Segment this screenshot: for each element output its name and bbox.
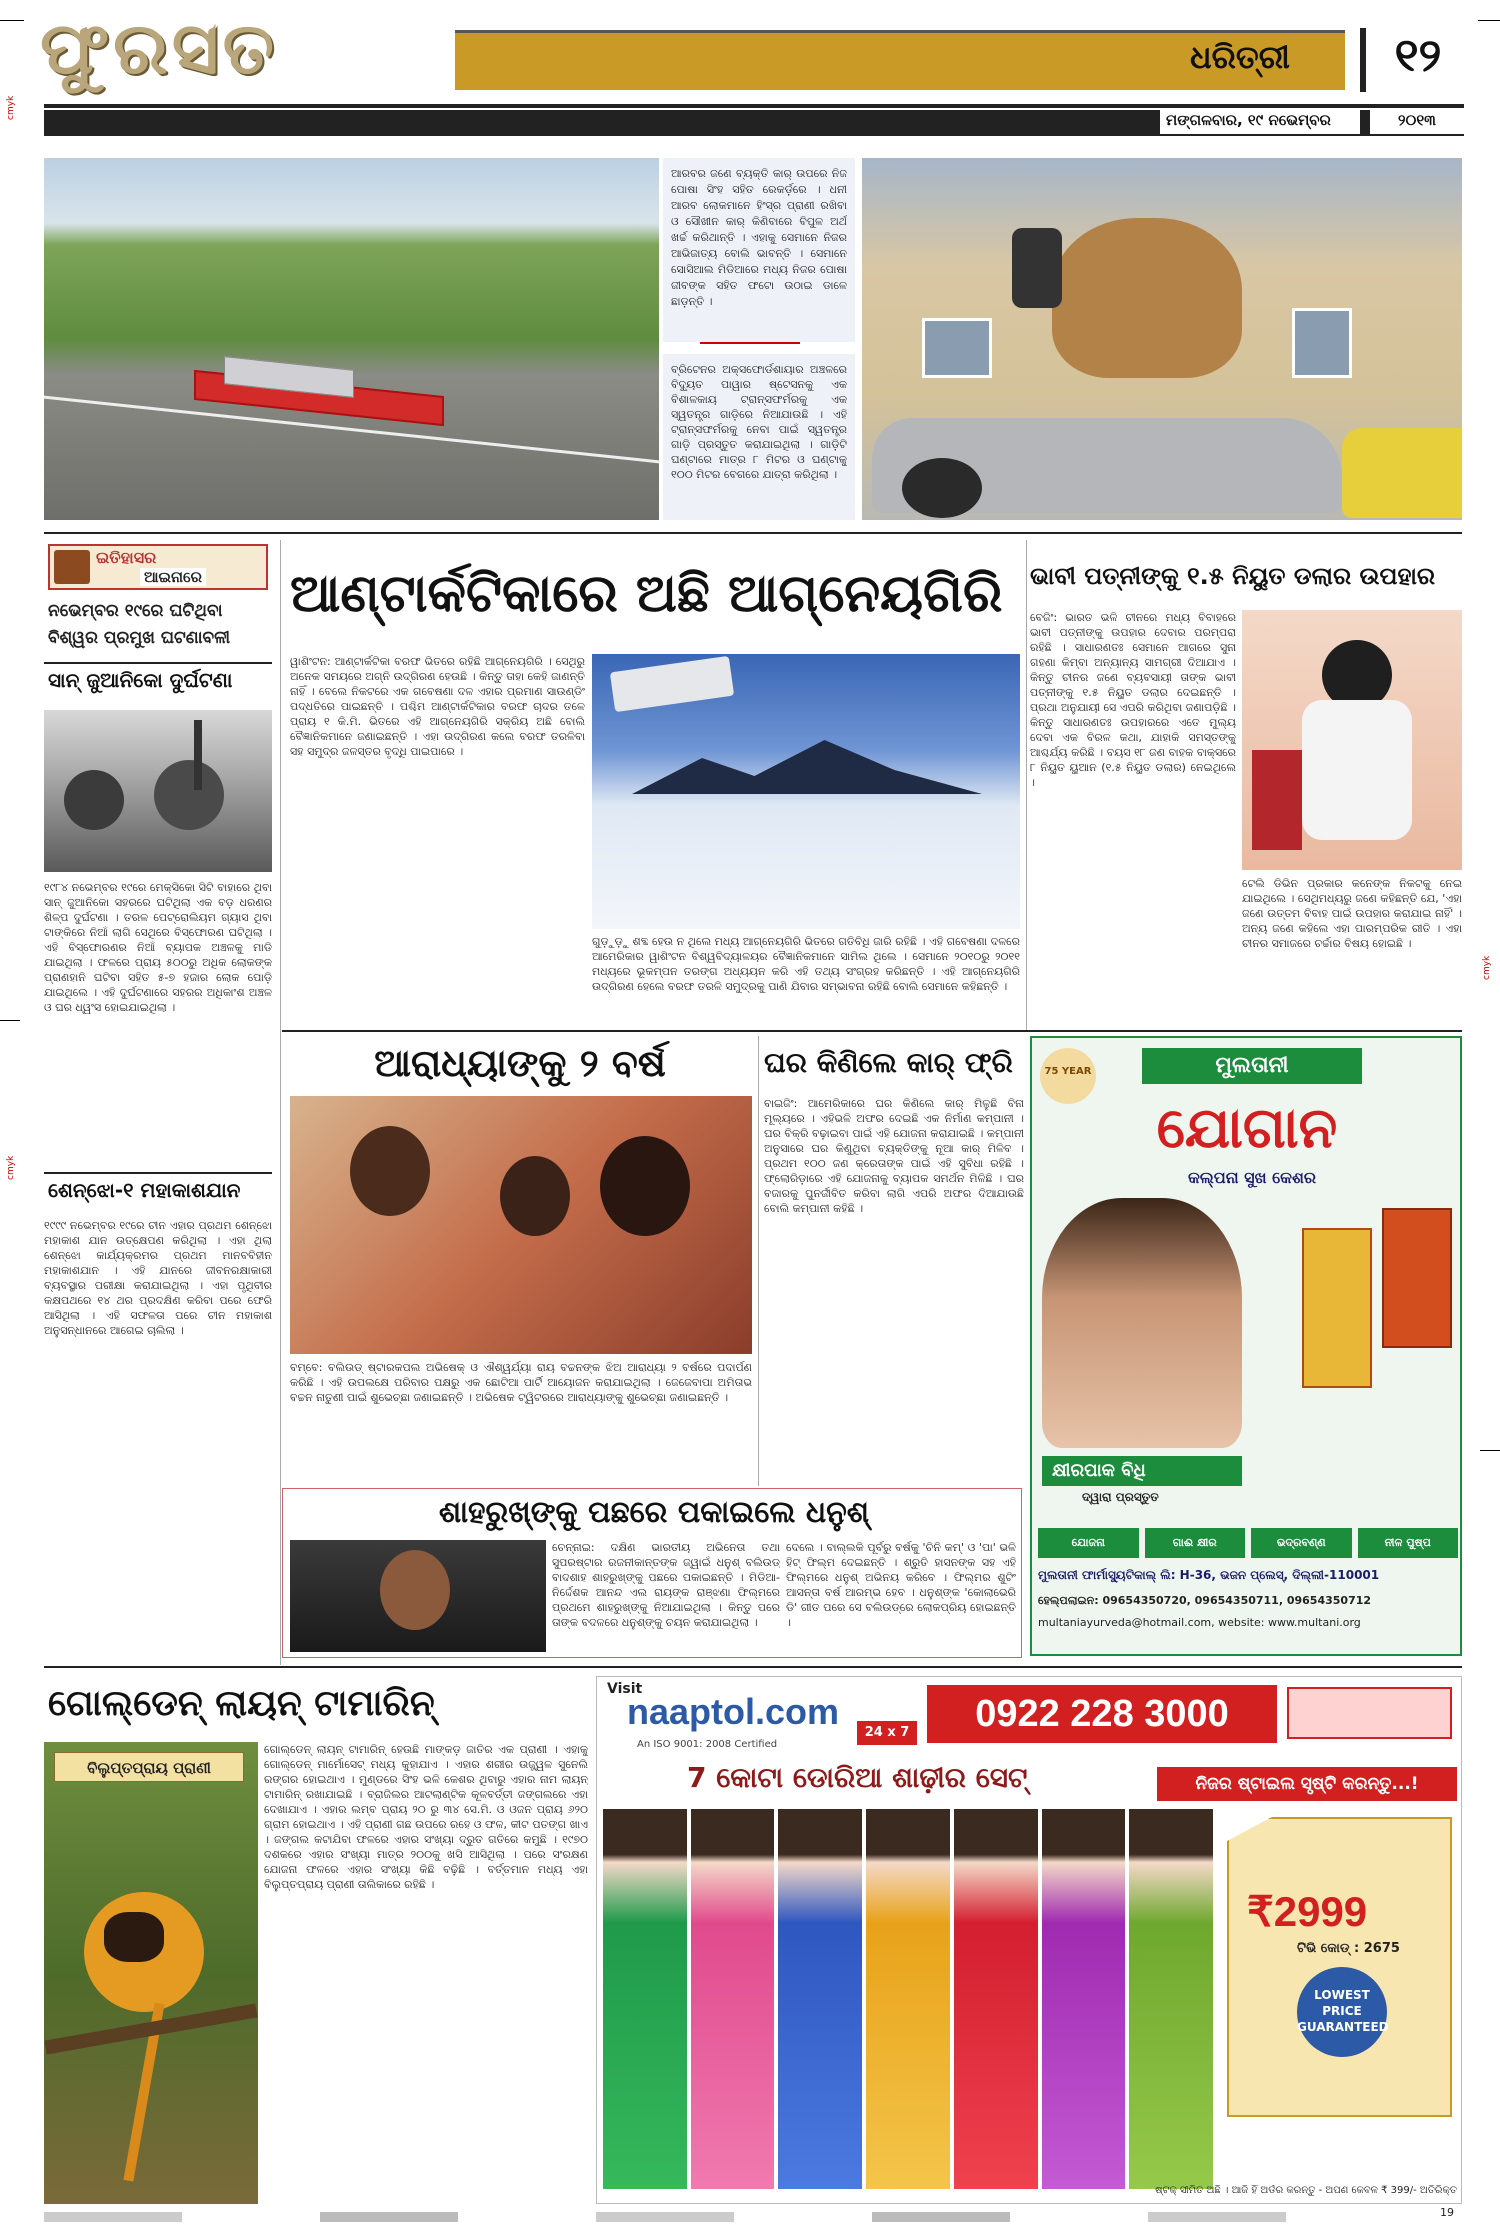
folio-number: 19 bbox=[1440, 2206, 1454, 2219]
history-story1-title: ସାନ୍ ଜୁଆନିକୋ ଦୁର୍ଘଟଣା bbox=[48, 668, 233, 692]
masthead-date: ମଙ୍ଗଳବାର, ୧୯ ନଭେମ୍ବର bbox=[1160, 108, 1360, 134]
saree-6 bbox=[1042, 1809, 1126, 2189]
history-story2-body: ୧୯୯୯ ନଭେମ୍ବର ୧୯ରେ ଚୀନ ଏହାର ପ୍ରଥମ ଶେନ୍‌ଝୋ ମହାକାଶ ଯାନ ଉତ୍‌କ୍ଷେପଣ କରିଥିଲା । ଏହା ଥିଲା ଶେନ୍‌ଝୋ କାର୍ଯ୍ୟକ୍ରମର ପ୍ରଥମ ମାନବବିହୀନ ମହାକାଶଯାନ । ଏହି ଯାନରେ ଜୀବନରକ୍ଷାକାରୀ ବ୍ୟବସ୍ଥାର ପରୀକ୍ଷା କରାଯାଇଥିଲା । ଏହା ପୃଥିବୀର କକ୍ଷପଥରେ ୧୪ ଥର ପ୍ରଦକ୍ଷିଣ କରିବା ପରେ ଫେରି ଆସିଥିଲା । ଏହି ସଫଳତା ପରେ ଚୀନ ମହାକାଶ ଅନୁସନ୍ଧାନରେ ଆଗେଇ ଚାଲିଲା । bbox=[44, 1219, 272, 1337]
aaradhya-headline: ଆରାଧ୍ୟାଙ୍କୁ ୨ ବର୍ଷ bbox=[374, 1041, 666, 1085]
shahrukh-body-2: ଦେଲେ । ବାଲ୍ଲକି ପୂର୍ବରୁ ବର୍ଷକୁ 'ଚିନି କମ୍' ଓ 'ପା' ଭଳି ହିଟ୍ ଫିଲ୍ମ ଦେଇଛନ୍ତି । ଶ୍ରୁତି ହାସନଙ୍କ ସହ ଏହି ଫିଲ୍ମରେ ଧନୁଶ୍ ଅଭିନୟ କରିବେ । ଫିଲ୍ମର ଶୁଟିଂ ଆସନ୍ତା ବର୍ଷ ଆରମ୍ଭ ହେବ । ଧନୁଶ୍‌ଙ୍କ 'କୋଲାଭେରି ଡି' ଗୀତ ପରେ ସେ ବଲିଉଡ୍‌ରେ ଲୋକପ୍ରିୟ ହୋଇଛନ୍ତି । bbox=[786, 1541, 1016, 1629]
history-badge bbox=[48, 544, 268, 590]
naaptol-footer: ଷ୍ଟକ୍ ସୀମିତ ଅଛି । ଆଜି ହିଁ ଅର୍ଡର କରନ୍ତୁ - ଅପଣ କେବଳ ₹ 399/- ଅତିରିକ୍ତ bbox=[1155, 2185, 1457, 2196]
cmyk-mark-left-mid: cmyk bbox=[6, 1155, 16, 1180]
multani-phones: ହେଲ୍ପଲାଇନ: 09654350720, 09654350711, 09654350712 bbox=[1038, 1594, 1372, 1607]
tamarin-tag: ବିଲୁପ୍ତପ୍ରାୟ ପ୍ରାଣୀ bbox=[54, 1752, 244, 1782]
ingredient-4: ନୀଳ ପୁଷ୍ପ bbox=[1358, 1528, 1459, 1558]
history-story1-body: ୧୯୮୪ ନଭେମ୍ବର ୧୯ରେ ମେକ୍ସିକୋ ସିଟି ବାହାରେ ଥିବା ସାନ୍ ଜୁଆନିକୋ ସହରରେ ଘଟିଥିଲା ଏକ ବଡ଼ ଧରଣର ଶିଳ୍ପ ଦୁର୍ଘଟଣା । ତରଳ ପେଟ୍ରୋଲିୟମ ଗ୍ୟାସ ଥିବା ଟାଙ୍କିରେ ନିଆଁ ଲାଗି ସେଥିରେ ବିସ୍ଫୋରଣ ଘଟିଥିଲା । ଏହି ବିସ୍ଫୋରଣର ନିଆଁ ବ୍ୟାପକ ଅଞ୍ଚଳକୁ ମାଡି ଯାଇଥିଲା । ଫଳରେ ପ୍ରାୟ ୫୦୦ରୁ ଅଧିକ ଲୋକଙ୍କ ପ୍ରାଣହାନି ଘଟିବା ସହିତ ୫-୭ ହଜାର ଲୋକ ପୋଡ଼ି ଯାଇଥିଲେ । ଏହି ଦୁର୍ଘଟଣାରେ ସହରର ଅଧିକାଂଶ ଅଞ୍ଚଳ ଓ ଘର ଧ୍ୱଂସ ହୋଇଯାଇଥିଲା । bbox=[44, 881, 272, 1014]
naaptol-price: ₹2999 bbox=[1247, 1888, 1368, 1935]
bottom-registration-bar bbox=[44, 2212, 1424, 2222]
ingredient-1: ଯୋଜନା bbox=[1038, 1528, 1139, 1558]
antarctica-headline: ଆଣ୍ଟାର୍କଟିକାରେ ଅଛି ଆଗ୍ନେୟଗିରି bbox=[290, 564, 1003, 624]
naaptol-brand: naaptol.com bbox=[627, 1691, 840, 1732]
lion-caption: ଆରବର ଜଣେ ବ୍ୟକ୍ତି କାର୍ ଉପରେ ନିଜ ପୋଷା ସିଂହ ସହିତ ରେକର୍ଡ଼ରେ । ଧନୀ ଆରବ ଲୋକମାନେ ହିଂସ୍ର ପ୍ରାଣୀ ରଖିବା ଓ ସୌଖୀନ କାର୍ କିଣିବାରେ ବିପୁଳ ଅର୍ଥ ଖର୍ଚ୍ଚ କରିଥାନ୍ତି । ଏହାକୁ ସେମାନେ ନିଜର ଆଭିଜାତ୍ୟ ବୋଲି ଭାବନ୍ତି । ସେମାନେ ସୋସିଆଲ ମିଡିଆରେ ମଧ୍ୟ ନିଜର ପୋଷା ଜୀବଙ୍କ ସହିତ ଫଟୋ ଉଠାଇ ଡାଳେ ଛାଡ଼ନ୍ତି । bbox=[671, 167, 847, 308]
dhanush-photo bbox=[290, 1540, 546, 1652]
caption-divider bbox=[700, 342, 800, 344]
crop-plus-left bbox=[0, 1020, 20, 1021]
masthead-year: ୨୦୧୩ bbox=[1370, 108, 1464, 134]
multani-ingredients bbox=[1038, 1528, 1458, 1558]
naaptol-headline: 7 କୋଟା ଡୋରିଆ ଶାଢ଼ୀର ସେଟ୍ bbox=[687, 1761, 1028, 1794]
crop-mark-right bbox=[1478, 20, 1500, 21]
multani-anniversary: 75 YEAR bbox=[1040, 1048, 1096, 1104]
col-divider-1 bbox=[280, 540, 281, 1665]
cmyk-mark-right: cmyk bbox=[1482, 955, 1492, 980]
crop-mark-left bbox=[0, 20, 24, 21]
saree-5 bbox=[954, 1809, 1038, 2189]
masthead-page-number: ୧୨ bbox=[1360, 28, 1470, 92]
history-rule-2 bbox=[44, 1172, 272, 1174]
tamarin-photo bbox=[44, 1742, 258, 2204]
truck-photo bbox=[44, 158, 659, 520]
tamarin-headline: ଗୋଲ୍ଡେନ୍ ଲାୟନ୍ ଟାମାରିନ୍ bbox=[48, 1683, 435, 1724]
car-headline: ଘର କିଣିଲେ କାର୍ ଫ୍ରି bbox=[764, 1046, 1013, 1079]
tamarin-body: ଗୋଲ୍ଡେନ୍ ଲାୟନ୍ ଟାମାରିନ୍ ହେଉଛି ମାଙ୍କଡ଼ ଜାତିର ଏକ ପ୍ରାଣୀ । ଏହାକୁ ଗୋଲ୍ଡେନ୍ ମାର୍ମୋସେଟ୍ ମଧ୍ୟ କୁହାଯାଏ । ଏହାର ଶରୀର ଉଜ୍ଜ୍ୱଳ ସୁନେଲି ରଙ୍ଗର ହୋଇଥାଏ । ମୁଣ୍ଡରେ ସିଂହ ଭଳି କେଶର ଥିବାରୁ ଏହାର ନାମ ଲାୟନ୍ ଟାମାରିନ୍ ରଖାଯାଇଛି । ବ୍ରାଜିଲର ଆଟଲାଣ୍ଟିକ କୂଳବର୍ତ୍ତୀ ଜଙ୍ଗଲରେ ଏହା ଦେଖାଯାଏ । ଏହାର ଲମ୍ବ ପ୍ରାୟ ୨୦ ରୁ ୩୪ ସେ.ମି. ଓ ଓଜନ ପ୍ରାୟ ୬୨୦ ଗ୍ରାମ ହୋଇଥାଏ । ଏହି ପ୍ରାଣୀ ଗଛ ଉପରେ ରହେ ଓ ଫଳ, କୀଟ ପତଙ୍ଗ ଖାଏ । ଜଙ୍ଗଲ କଟାଯିବା ଫଳରେ ଏହାର ସଂଖ୍ୟା ଦ୍ରୁତ ଗତିରେ କମୁଛି । ୧୯୭୦ ଦଶକରେ ଏହାର ସଂଖ୍ୟା ମାତ୍ର ୨୦୦କୁ ଖସି ଆସିଥିଲା । ପରେ ସଂରକ୍ଷଣ ଯୋଜନା ଫଳରେ ଏହାର ସଂଖ୍ୟା କିଛି ବଢ଼ିଛି । ବର୍ତ୍ତମାନ ମଧ୍ୟ ଏହା ବିଲୁପ୍ତପ୍ରାୟ ପ୍ରାଣୀ ତାଲିକାରେ ରହିଛି । bbox=[264, 1743, 588, 1891]
saree-4 bbox=[866, 1809, 950, 2189]
multani-sub: କ୍ଷୀରପାକ ବିଧି bbox=[1042, 1456, 1242, 1486]
masthead-section-label: ଧରିତ୍ରୀ bbox=[1190, 38, 1290, 76]
multani-sub2: ଦ୍ୱାରା ପ୍ରସ୍ତୁତ bbox=[1082, 1490, 1159, 1504]
cmyk-mark-left-top: cmyk bbox=[6, 95, 16, 120]
shahrukh-body: ଚେନ୍ନାଇ: ଦକ୍ଷିଣ ଭାରତୀୟ ଅଭିନେତା ତଥା ସୁପରଷ୍ଟାର ରଜନୀକାନ୍ତଙ୍କ ଜ୍ୱାଇଁ ଧନୁଶ୍ ବଲିଉଡ୍ ବାଦଶାହ ଶାହରୁଖ୍‌ଙ୍କୁ ପଛରେ ପକାଇଛନ୍ତି । ମିଡିଆ-ନିର୍ଦ୍ଦେଶକ ଆନନ୍ଦ ଏଲ ରାୟଙ୍କ ରାଞ୍ଝଣା ଫିଲ୍ମରେ ପ୍ରଥମେ ଶାହରୁଖ୍‌ଙ୍କୁ ନିଆଯାଇଥିଲା । କିନ୍ତୁ ପରେ ତାଙ୍କ ବଦଳରେ ଧନୁଶ୍‌ଙ୍କୁ ଚୟନ କରାଯାଇଥିଲା । bbox=[552, 1541, 780, 1629]
saree-models bbox=[603, 1809, 1213, 2189]
saree-2 bbox=[691, 1809, 775, 2189]
saree-1 bbox=[603, 1809, 687, 2189]
ingredient-2: ଗାଈ କ୍ଷୀର bbox=[1145, 1528, 1246, 1558]
car-body: ବାଇଜିଂ: ଆମେରିକାରେ ଘର କିଣିଲେ କାର୍ ମିଳୁଛି ବିନା ମୂଲ୍ୟରେ । ଏହିଭଳି ଅଫର ଦେଇଛି ଏକ ନିର୍ମାଣ କମ୍ପାନୀ । ଘର ବିକ୍ରି ବଢ଼ାଇବା ପାଇଁ ଏହି ଯୋଜନା କରାଯାଇଛି । କମ୍ପାନୀ ଅନୁସାରେ ଘର କିଣୁଥିବା ବ୍ୟକ୍ତିଙ୍କୁ ନୂଆ କାର୍ ମିଳିବ । ପ୍ରଥମ ୧୦୦ ଜଣ କ୍ରେତାଙ୍କ ପାଇଁ ଏହି ସୁବିଧା ରହିଛି । ଫ୍ଲୋରିଡ଼ାରେ ଏହି ଯୋଜନାକୁ ବ୍ୟାପକ ସମର୍ଥନ ମିଳିଛି । ଘର ବଜାରକୁ ପୁନର୍ଜୀବିତ କରିବା ଲାଗି ଏପରି ଅଫର ଦିଆଯାଉଛି ବୋଲି କମ୍ପାନୀ କହିଛି । bbox=[764, 1097, 1024, 1215]
gift-headline: ଭାବୀ ପତ୍ନୀଙ୍କୁ ୧.୫ ନିୟୁତ ଡଲାର ଉପହାର bbox=[1030, 562, 1436, 590]
naaptol-hours: 24 x 7 bbox=[857, 1721, 917, 1745]
antarctica-photo bbox=[592, 654, 1020, 929]
multani-product-bottle bbox=[1302, 1228, 1372, 1388]
antarctica-body-1: ୱାଶିଂଟନ: ଆଣ୍ଟାର୍କଟିକା ବରଫ ଭିତରେ ରହିଛି ଆଗ୍ନେୟଗିରି । ସେଥିରୁ ଅନେକ ସମୟରେ ଅଗ୍ନି ଉଦ୍‌ଗିରଣ ହେଉଛି । କିନ୍ତୁ ତାହା କେହି ଜାଣନ୍ତି ନାହିଁ । ବେଲେ ନିକଟରେ ଏକ ଗବେଷଣା ଦଳ ଏହାର ପ୍ରମାଣ ସାଉଣ୍ଡିଂ ପଦ୍ଧତିରେ ପାଇଛନ୍ତି । ପଶ୍ଚିମ ଆଣ୍ଟାର୍କଟିକାର ବରଫ ଚାଦର ତଳେ ପ୍ରାୟ ୧ କି.ମି. ଭିତରେ ଏହି ଆଗ୍ନେୟଗିରି ସକ୍ରିୟ ଅଛି ବୋଲି ବୈଜ୍ଞାନିକମାନେ ଜଣାଇଛନ୍ତି । ଏହା ଉଦ୍‌ଗିରଣ କଲେ ବରଫ ତରଳିବା ସହ ସମୁଦ୍ର ଜଳସ୍ତର ବୃଦ୍ଧି ପାଇପାରେ । bbox=[290, 655, 585, 758]
multani-tagline: କଲ୍ପନା ସୁଖ କେଶର bbox=[1188, 1168, 1316, 1187]
aaradhya-body: ବମ୍ବେ: ବଲିଉଡ୍ ଷ୍ଟାରକପଲ ଅଭିଷେକ୍ ଓ ଐଶ୍ୱର୍ଯ୍ୟା ରାୟ ବଚ୍ଚନଙ୍କ ଝିଅ ଆରାଧ୍ୟା ୨ ବର୍ଷରେ ପଦାର୍ପଣ କରିଛି । ଏହି ଉପଲକ୍ଷେ ପରିବାର ପକ୍ଷରୁ ଏକ ଛୋଟିଆ ପାର୍ଟି ଆୟୋଜନ କରାଯାଇଥିଲା । ଜେଜେବାପା ଅମିତାଭ ବଚ୍ଚନ ନାତୁଣୀ ପାଇଁ ଶୁଭେଚ୍ଛା ଜଣାଇଛନ୍ତି । ଅଭିଷେକ ଟ୍ୱିଟରରେ ଆରାଧ୍ୟାଙ୍କୁ ଶୁଭେଚ୍ଛା ଜଣାଇଛନ୍ତି । bbox=[290, 1361, 752, 1404]
shahrukh-headline: ଶାହରୁଖ୍‌ଙ୍କୁ ପଛରେ ପକାଇଲେ ଧନୁଶ୍ bbox=[438, 1495, 870, 1530]
section-rule-3 bbox=[44, 1666, 1462, 1668]
multani-brand: ମୁଲତାନୀ bbox=[1142, 1048, 1362, 1084]
saree-7 bbox=[1129, 1809, 1213, 2189]
naaptol-lowest-price-badge: LOWEST PRICE GUARANTEED bbox=[1297, 1967, 1387, 2057]
factory-photo bbox=[44, 710, 272, 872]
history-story2-title: ଶେନ୍‌ଝୋ-୧ ମହାକାଶଯାନ bbox=[48, 1178, 241, 1202]
history-badge-title: ଇତିହାସର bbox=[96, 548, 157, 567]
multani-ad bbox=[1030, 1036, 1462, 1656]
truck-caption: ବ୍ରିଟେନର ଅକ୍ସଫୋର୍ଡଶାୟାର ଅଞ୍ଚଳରେ ବିଦ୍ୟୁତ ପାୱାର ଷ୍ଟେସନକୁ ଏକ ବିଶାଳକାୟ ଟ୍ରାନ୍ସଫର୍ମରକୁ ଏକ ସ୍ୱତନ୍ତ୍ର ଗାଡ଼ିରେ ନିଆଯାଉଛି । ଏହି ଟ୍ରାନ୍ସଫର୍ମରକୁ ନେବା ପାଇଁ ସ୍ୱତନ୍ତ୍ର ଗାଡ଼ି ପ୍ରସ୍ତୁତ କରାଯାଇଥିଲା । ଗାଡ଼ିଟି ଘଣ୍ଟାରେ ମାତ୍ର ୮ ମିଟର ଓ ଘଣ୍ଟାକୁ ୧୦୦ ମିଟର ବେଗରେ ଯାତ୍ରା କରିଥିଲା । bbox=[671, 363, 847, 481]
multani-product: ଯୋଗାନ bbox=[1156, 1096, 1338, 1161]
ingredient-3: ଭଦ୍ରବଣ୍ଣ bbox=[1251, 1528, 1352, 1558]
naaptol-visit: Visit bbox=[607, 1681, 643, 1697]
naaptol-ad bbox=[596, 1676, 1462, 2204]
naaptol-code: ଟିଭି କୋଡ୍ : 2675 bbox=[1297, 1941, 1400, 1956]
naaptol-iso: An ISO 9001: 2008 Certified bbox=[637, 1739, 778, 1750]
masthead-logo: ଫୁରସତ bbox=[40, 6, 278, 90]
gift-body-2: ଟେଲି ଡିଭିନ ପ୍ରକାର କନେଙ୍କ ନିକଟକୁ ନେଇ ଯାଇଥିଲେ । ସେଥିମଧ୍ୟରୁ ଜଣେ କହିଛନ୍ତି ଯେ, 'ଏହା ଜଣେ ଉତ୍ତମ ବିବାହ ପାଇଁ ଉପହାର କରାଯାଇ ନାହିଁ' । ଅନ୍ୟ ଜଣେ କହିଲେ ଏହା ପାରମ୍ପରିକ ରୀତି । ଏହା ଚୀନର ସମାଜରେ ଚର୍ଚ୍ଚାର ବିଷୟ ହୋଇଛି । bbox=[1242, 877, 1462, 950]
saree-3 bbox=[778, 1809, 862, 2189]
history-rule bbox=[44, 662, 272, 664]
multani-product-box bbox=[1382, 1208, 1452, 1348]
aaradhya-photo bbox=[290, 1096, 752, 1354]
truck-caption-box bbox=[663, 354, 855, 520]
naaptol-slogan: ନିଜର ଷ୍ଟାଇଲ ସୃଷ୍ଟି କରନ୍ତୁ...! bbox=[1157, 1767, 1457, 1801]
crop-plus-right bbox=[1480, 1450, 1500, 1451]
multani-email: multaniayurveda@hotmail.com, website: www.multani.org bbox=[1038, 1616, 1361, 1629]
history-intro: ନଭେମ୍ବର ୧୯ରେ ଘଟିଥିବା ବିଶ୍ୱର ପ୍ରମୁଖ ଘଟଣାବଳୀ bbox=[48, 601, 231, 648]
naaptol-cod-box bbox=[1287, 1687, 1452, 1739]
naaptol-phone: 0922 228 3000 bbox=[927, 1685, 1277, 1743]
lion-car-photo bbox=[862, 158, 1462, 520]
gift-photo bbox=[1242, 610, 1462, 870]
col-divider-3 bbox=[758, 1036, 759, 1486]
multani-company: ମୁଲତାନୀ ଫାର୍ମାସ୍ୟୁଟିକାଲ୍ ଲି: H-36, ଭଜନ ପ୍ଲେସ୍, ଦିଲ୍ଲୀ-110001 bbox=[1038, 1568, 1380, 1582]
col-divider-2 bbox=[1026, 540, 1027, 1030]
antarctica-body-2: ଗୁଡ଼ୁଡ଼ୁ ଶବ୍ଦ ହେଉ ନ ଥିଲେ ମଧ୍ୟ ଆଗ୍ନେୟଗିରି ଭିତରେ ଗତିବିଧି ଜାରି ରହିଛି । ଏହି ଗବେଷଣା ଦଳରେ ଆମେରିକାର ୱାଶିଂଟନ ବିଶ୍ୱବିଦ୍ୟାଳୟର ବୈଜ୍ଞାନିକମାନେ ସାମିଲ ଥିଲେ । ସେମାନେ ୨୦୧୦ରୁ ୨୦୧୧ ମଧ୍ୟରେ ଭୂକମ୍ପନ ତରଙ୍ଗ ଅଧ୍ୟୟନ କରି ଏହି ତଥ୍ୟ ସଂଗ୍ରହ କରିଛନ୍ତି । ଏହି ଆଗ୍ନେୟଗିରି ଉଦ୍‌ଗିରଣ ହେଲେ ବରଫ ତରଳି ସମୁଦ୍ରକୁ ପାଣି ଯିବାର ସମ୍ଭାବନା ରହିଛି ବୋଲି ସେମାନେ କହିଛନ୍ତି । bbox=[592, 935, 1020, 993]
multani-model bbox=[1042, 1198, 1242, 1448]
section-rule-1 bbox=[44, 532, 1462, 534]
history-badge-subtitle: ଆଇନାରେ bbox=[140, 568, 206, 586]
section-rule-2 bbox=[282, 1030, 1462, 1032]
lion-caption-box bbox=[663, 158, 855, 342]
gift-body: ବେଜିଂ: ଭାରତ ଭଳି ଚୀନରେ ମଧ୍ୟ ବିବାହରେ ଭାବୀ ପତ୍ନୀଙ୍କୁ ଉପହାର ଦେବାର ପରମ୍ପରା ରହିଛି । ସାଧାରଣତଃ ସେମାନେ ଆଗରେ ସୁନା ଗହଣା କିମ୍ବା ଅନ୍ୟାନ୍ୟ ସାମଗ୍ରୀ ଦିଆଯାଏ । କିନ୍ତୁ ଚୀନର ଜଣେ ବ୍ୟବସାୟୀ ତାଙ୍କ ଭାବୀ ପତ୍ନୀଙ୍କୁ ୧.୫ ନିୟୁତ ଡଲାର ଦେଇଛନ୍ତି । ପ୍ରଥା ଅନୁଯାୟୀ ସେ ଏପରି କରିଥିବା ଜଣାପଡ଼ିଛି । କିନ୍ତୁ ସାଧାରଣତଃ ଉପହାରରେ ଏତେ ମୁଲ୍ୟ ଦେବା ଏକ ବିରଳ କଥା, ଯାହାକି ସମସ୍ତଙ୍କୁ ଆଶ୍ଚର୍ଯ୍ୟ କରିଛି । ବୟସ ୧୮ ଜଣ ବାହକ ବାକ୍ସରେ ୮ ନିୟୁତ ୟୁଆନ (୧.୫ ନିୟୁତ ଡଲାର) ନେଇଥିଲେ । bbox=[1030, 611, 1236, 789]
